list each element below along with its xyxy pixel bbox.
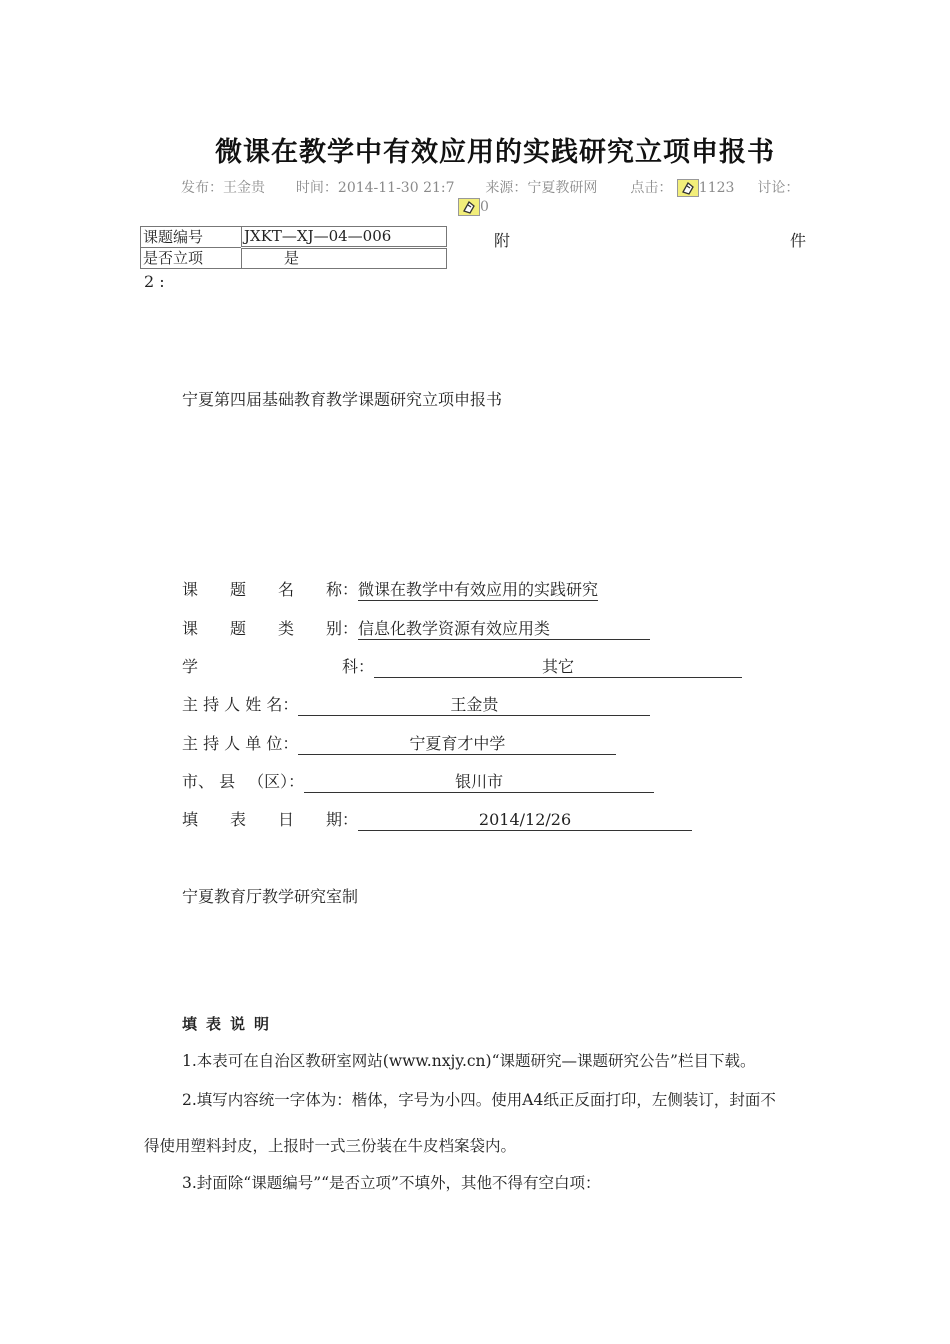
- field-value: 2014/12/26: [358, 810, 692, 831]
- register-value-approved: 是: [242, 248, 447, 269]
- discussion-count: 0: [480, 199, 489, 215]
- attachment-char-a: 附: [494, 231, 511, 250]
- field-host-unit: [182, 731, 616, 755]
- clicks-label: 点击：: [630, 180, 673, 196]
- register-label-approved: 是否立项: [141, 248, 242, 269]
- click-count: 1123: [698, 180, 735, 196]
- click-count-icon: [677, 179, 699, 197]
- source-label: 来源：: [485, 180, 528, 196]
- field-value: 微课在教学中有效应用的实践研究: [358, 580, 599, 599]
- document-heading: 宁夏第四届基础教育教学课题研究立项申报书: [182, 390, 503, 409]
- instruction-item-2-cont: 得使用塑料封皮，上报时一式三份装在牛皮档案袋内。: [144, 1137, 517, 1155]
- field-label: 课 题 类 别：: [182, 619, 359, 638]
- field-label: 主 持 人 单 位：: [182, 734, 299, 753]
- time-label: 时间：: [295, 180, 338, 196]
- publish-time: 2014-11-30 21:7: [337, 180, 455, 196]
- instruction-item-1: 1.本表可在自治区教研室网站(www.nxjy.cn)“课题研究—课题研究公告”栏目下载。: [182, 1052, 756, 1070]
- register-label-number: 课题编号: [141, 227, 242, 248]
- table-row: [141, 227, 447, 248]
- instruction-item-2: 2.填写内容统一字体为：楷体，字号为小四。使用A4纸正反面打印，左侧装订，封面不: [182, 1091, 776, 1109]
- field-topic-category: [182, 616, 650, 640]
- attachment-number: 2 :: [144, 272, 165, 291]
- field-value: 王金贵: [298, 695, 650, 716]
- issuer-text: 宁夏教育厅教学研究室制: [182, 887, 359, 906]
- field-label: 市、 县 （区）：: [182, 772, 305, 791]
- field-value: 银川市: [304, 772, 654, 793]
- register-table: [140, 226, 447, 269]
- page-title: 微课在教学中有效应用的实践研究立项申报书: [215, 137, 775, 168]
- instructions-heading: 填表说明: [182, 1015, 279, 1033]
- field-label: 学 科：: [182, 657, 375, 676]
- discuss-label: 讨论：: [757, 180, 800, 196]
- register-value-number: JXKT—XJ—04—006: [242, 227, 447, 248]
- field-value: 宁夏育才中学: [298, 734, 616, 755]
- table-row: [141, 248, 447, 269]
- instruction-item-3: 3.封面除“课题编号”“是否立项”不填外，其他不得有空白项：: [182, 1174, 601, 1192]
- discussion-icon[interactable]: [458, 198, 480, 216]
- field-value: 其它: [374, 657, 742, 678]
- attachment-char-b: 件: [790, 231, 807, 250]
- discussion-count-row: [458, 198, 489, 216]
- field-value: 信息化教学资源有效应用类: [358, 619, 650, 640]
- field-subject: [182, 654, 742, 678]
- field-city-county: [182, 769, 654, 793]
- source-link[interactable]: 宁夏教研网: [527, 180, 598, 196]
- publisher-link[interactable]: 王金贵: [223, 180, 265, 196]
- article-meta: [181, 177, 799, 197]
- publisher-label: 发布：: [181, 180, 223, 196]
- field-label: 填 表 日 期：: [182, 810, 359, 829]
- field-fill-date: [182, 807, 692, 831]
- field-label: 课 题 名 称：: [182, 580, 359, 599]
- field-topic-name: [182, 577, 598, 601]
- field-host-name: [182, 692, 650, 716]
- field-label: 主 持 人 姓 名：: [182, 695, 299, 714]
